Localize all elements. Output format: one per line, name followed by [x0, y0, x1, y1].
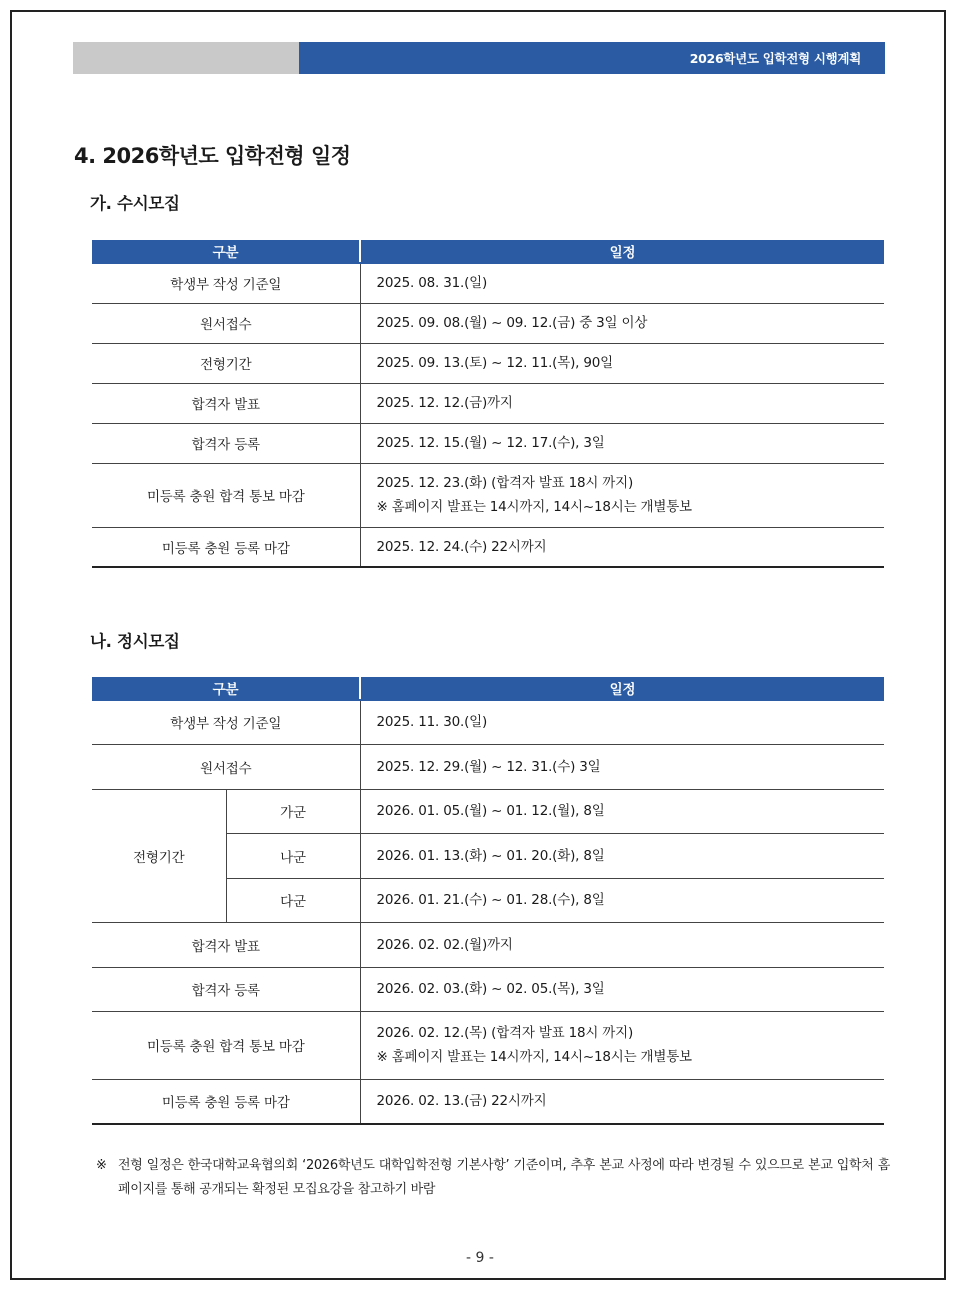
- row-value: [360, 423, 884, 463]
- row-value: [360, 383, 884, 423]
- row-value: [360, 463, 884, 527]
- table-row: [92, 1011, 884, 1079]
- jeongsi-schedule-table: [92, 677, 884, 1125]
- row-label: 합격자 발표: [92, 922, 360, 967]
- value-line: 2025. 09. 08.(월) ~ 09. 12.(금) 중 3일 이상: [376, 315, 648, 331]
- row-value: [360, 1011, 884, 1079]
- value-line: 2025. 12. 23.(화) (합격자 발표 18시 까지): [376, 475, 634, 491]
- table-header-row: [92, 240, 884, 263]
- header-category: 구분: [92, 677, 360, 700]
- row-label: 미등록 충원 등록 마감: [92, 1079, 360, 1124]
- section-title: 4. 2026학년도 입학전형 일정: [74, 144, 351, 168]
- table-row: [92, 303, 884, 343]
- table-row: [92, 383, 884, 423]
- row-label: 미등록 충원 합격 통보 마감: [92, 463, 360, 527]
- table-row: [92, 922, 884, 967]
- row-label: 원서접수: [92, 744, 360, 789]
- table-row: [92, 789, 884, 833]
- row-label: 합격자 발표: [92, 383, 360, 423]
- susi-schedule-table: [92, 240, 884, 568]
- table-row: [92, 423, 884, 463]
- table-row: [92, 700, 884, 744]
- table-row: [92, 967, 884, 1011]
- group-label: 가군: [226, 789, 360, 833]
- row-label: 학생부 작성 기준일: [92, 263, 360, 303]
- row-label: 미등록 충원 합격 통보 마감: [92, 1011, 360, 1079]
- group-value: 2026. 01. 05.(월) ~ 01. 12.(월), 8일: [360, 789, 884, 833]
- table-row: [92, 1079, 884, 1124]
- table-row: [92, 527, 884, 567]
- row-value: 2025. 12. 29.(월) ~ 12. 31.(수) 3일: [360, 744, 884, 789]
- row-label: 미등록 충원 등록 마감: [92, 527, 360, 567]
- row-value: [360, 263, 884, 303]
- value-line: 2025. 09. 13.(토) ~ 12. 11.(목), 90일: [376, 355, 613, 371]
- row-value: [360, 343, 884, 383]
- header-bar: [73, 42, 885, 74]
- row-value: 2026. 02. 03.(화) ~ 02. 05.(목), 3일: [360, 967, 884, 1011]
- value-line: 2025. 12. 15.(월) ~ 12. 17.(수), 3일: [376, 435, 605, 451]
- header-schedule: 일정: [360, 677, 884, 700]
- row-label: 전형기간: [92, 343, 360, 383]
- value-line: 2025. 12. 24.(수) 22시까지: [376, 538, 547, 555]
- value-line: 2025. 08. 31.(일): [376, 275, 488, 292]
- footnote: [96, 1154, 890, 1202]
- table-row: [92, 263, 884, 303]
- footnote-text: 전형 일정은 한국대학교육협의회 ‘2026학년도 대학입학전형 기본사항’ 기준이며, 추후 본교 사정에 따라 변경될 수 있으므로 본교 입학처 홈페이지를 통해 공개되는 확정된 모집요강을 참고하기 바람: [118, 1158, 890, 1197]
- row-value: [360, 303, 884, 343]
- reference-mark: ※: [96, 1158, 107, 1173]
- table-row: [92, 744, 884, 789]
- page-number: - 9 -: [466, 1250, 494, 1266]
- value-line: ※ 홈페이지 발표는 14시까지, 14시~18시는 개별통보: [376, 1049, 692, 1065]
- row-value: 2026. 02. 02.(월)까지: [360, 922, 884, 967]
- susi-title: 가. 수시모집: [90, 194, 180, 213]
- header-schedule: 일정: [360, 240, 884, 263]
- row-label: 합격자 등록: [92, 423, 360, 463]
- header-gray-block: [73, 42, 299, 74]
- group-label: 다군: [226, 878, 360, 922]
- header-doc-title: 2026학년도 입학전형 시행계획: [299, 42, 885, 74]
- row-label: 원서접수: [92, 303, 360, 343]
- row-value: 2025. 11. 30.(일): [360, 700, 884, 744]
- table-row: [92, 463, 884, 527]
- value-line: 2026. 02. 12.(목) (합격자 발표 18시 까지): [376, 1025, 634, 1041]
- group-label: 나군: [226, 833, 360, 878]
- jeongsi-title: 나. 정시모집: [90, 632, 180, 651]
- row-value: 2026. 02. 13.(금) 22시까지: [360, 1079, 884, 1124]
- group-value: 2026. 01. 21.(수) ~ 01. 28.(수), 8일: [360, 878, 884, 922]
- row-label: 학생부 작성 기준일: [92, 700, 360, 744]
- group-value: 2026. 01. 13.(화) ~ 01. 20.(화), 8일: [360, 833, 884, 878]
- table-header-row: [92, 677, 884, 700]
- value-line: ※ 홈페이지 발표는 14시까지, 14시~18시는 개별통보: [376, 499, 692, 515]
- header-category: 구분: [92, 240, 360, 263]
- table-row: [92, 343, 884, 383]
- row-value: [360, 527, 884, 567]
- row-label-period: 전형기간: [92, 789, 226, 922]
- value-line: 2025. 12. 12.(금)까지: [376, 395, 513, 411]
- row-label: 합격자 등록: [92, 967, 360, 1011]
